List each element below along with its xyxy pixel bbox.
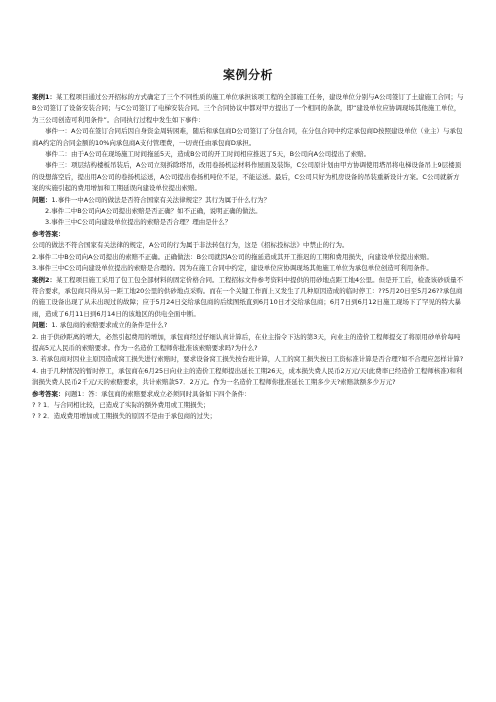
case1-question-3: 3.事件三中C公司向建设单位提出的索赔是否合理？理由是什么？ <box>45 218 232 227</box>
case1-answer-1: 公司的做法不符合国家有关法律的规定，A公司的行为属于非法转包行为，这是《招标投标法》中禁止的行为。 <box>32 241 349 250</box>
case2-question-label: 问题： <box>32 321 52 330</box>
case1-event3: 事件三：项层结构楼板吊装后，A公司立刻拆除塔吊，改用卷扬机运材料作屋面及装饰，C公司原计划由甲方协调使用塔吊将电梯设备吊上9层楼顶的设想落空后，提出用A公司的卷扬机运送，A公司提出卷扬机吨位不足，不能运送。最后，C公司只好为机房设备的吊装重新设计方案。C公司就新方案的实施引起的费用增加和工期延误向建设单位提出索赔。 <box>32 161 462 193</box>
document-page <box>32 54 464 423</box>
case1-answer-2: 2.事件二中B公司向A公司提出的索赔不正确。正确做法：B公司就因A公司的拖延造成其开工推迟的工期和费用损失，向建设单位提出索赔。 <box>32 252 434 261</box>
case2-question-3: 3. 若承包商对因业主原因造成窝工损失进行索赔时，要求设备窝工损失按台班计算，人工的窝工损失按日工资标准计算是否合理?如不合理应怎样计算? <box>32 355 464 364</box>
case2-intro <box>32 275 464 321</box>
case2-question-4: 4. 由于几种情况的暂时停工，承包商在6月25日向业主的造价工程师提出延长工期26天，成本损失费人民币2万元/天(此费率已经造价工程师核准)和利润损失费人民币2千元/天的索赔要求，共计索赔款57．2万元。作为一名造价工程师你批准延长工期多少天?索赔款额多少万元? <box>32 366 463 387</box>
case2-answer-label: 参考答案： <box>32 389 65 398</box>
case1-label: 案例1： <box>32 93 57 101</box>
case1-question-label: 问题： <box>32 195 52 204</box>
case2-questions <box>32 320 464 331</box>
case1-intro <box>32 92 464 126</box>
case2-question-1: 1. 承包商的索赔要求成立的条件是什么? <box>51 321 168 330</box>
case1-answer-3: 3.事件三中C公司向建设单位提出的索赔是合理的。因为在施工合同中约定，建设单位应协调现场其他施工单位为承包单位创造可利用条件。 <box>32 264 433 273</box>
case1-answer-label: 参考答案： <box>32 229 65 238</box>
case1-questions <box>32 195 464 206</box>
case1-question-1: 1.事件一中A公司的做法是否符合国家有关法律规定？其行为属于什么行为？ <box>51 195 271 204</box>
case2-answer-condition-1: ? ? 1．与合同相比较，已造成了实际的额外费用或工期损失； <box>32 400 210 409</box>
case1-question-2: 2.事件二中B公司向A公司提出索赔是否正确？如不正确，说明正确的做法。 <box>45 207 262 216</box>
case2-answer-condition-2: ? ? 2．造成费用增加或工期损失的原因不是由于承包商的过失； <box>32 412 217 421</box>
case2-answers <box>32 389 464 400</box>
case2-intro-text: 某工程项目施工采用了包工包全部材料的固定价格合同。工程招标文件参考资料中提供的用砂地点距工地4公里。但是开工后，检查该砂质量不符合要求，承包商只得从另一距工地20公里的供砂地点采购。而在一个关键工作面上又发生了几种原因造成的临时停工：??5月20日至5月26??承包商的施工设备出现了从未出现过的故障；应于5月24日交给承包商的后续图纸直到6月10日才交给承包商；6月7日到6月12日施工现场下了罕见的特大暴雨，造成了6月11日到6月14日的该地区的供电全面中断。 <box>32 275 464 318</box>
case2-label: 案例2： <box>32 275 57 284</box>
case2-question-2: 2. 由于供砂距离的增大，必然引起费用的增加，承包商经过仔细认真计算后，在业主指令下达的第3天，向业主的造价工程师提交了将原用砂单价每吨提高5元人民币的索赔要求。作为一名造价工程师你批准该索赔要求吗?为什么? <box>32 332 461 352</box>
case1-event2: 事件二：由于A公司在现场施工时间拖延5天，造成B公司的开工时间相应推迟了5天，B公司向A公司提出了索赔。 <box>45 150 371 159</box>
case1-intro-text: 某工程项目通过公开招标的方式确定了三个不同性质的施工单位承担该项工程的全部施工任务，建设单位分别与A公司签订了土建施工合同；与B公司签订了设备安装合同；与C公司签订了电梯安装合同。三个合同协议中都对甲方提出了一个相同的条款，即“建设单位应协调现场其他施工单位，为三公司创造可利用条件”。合同执行过程中发生如下事件： <box>32 93 464 124</box>
page-title: 案例分析 <box>222 68 273 82</box>
case2-answer-intro: 问题1：答：承包商的索赔要求成立必须同时具备如下四个条件： <box>64 389 251 398</box>
case1-event1: 事件一：A公司在签订合同后因自身资金周转困难，随后和承包商D公司签订了分包合同，在分包合同中约定承包商D按照建设单位（业主）与承包商A约定的合同金额的10%向承包商A支付管理费，一切责任由承包商D承担。 <box>32 127 463 147</box>
